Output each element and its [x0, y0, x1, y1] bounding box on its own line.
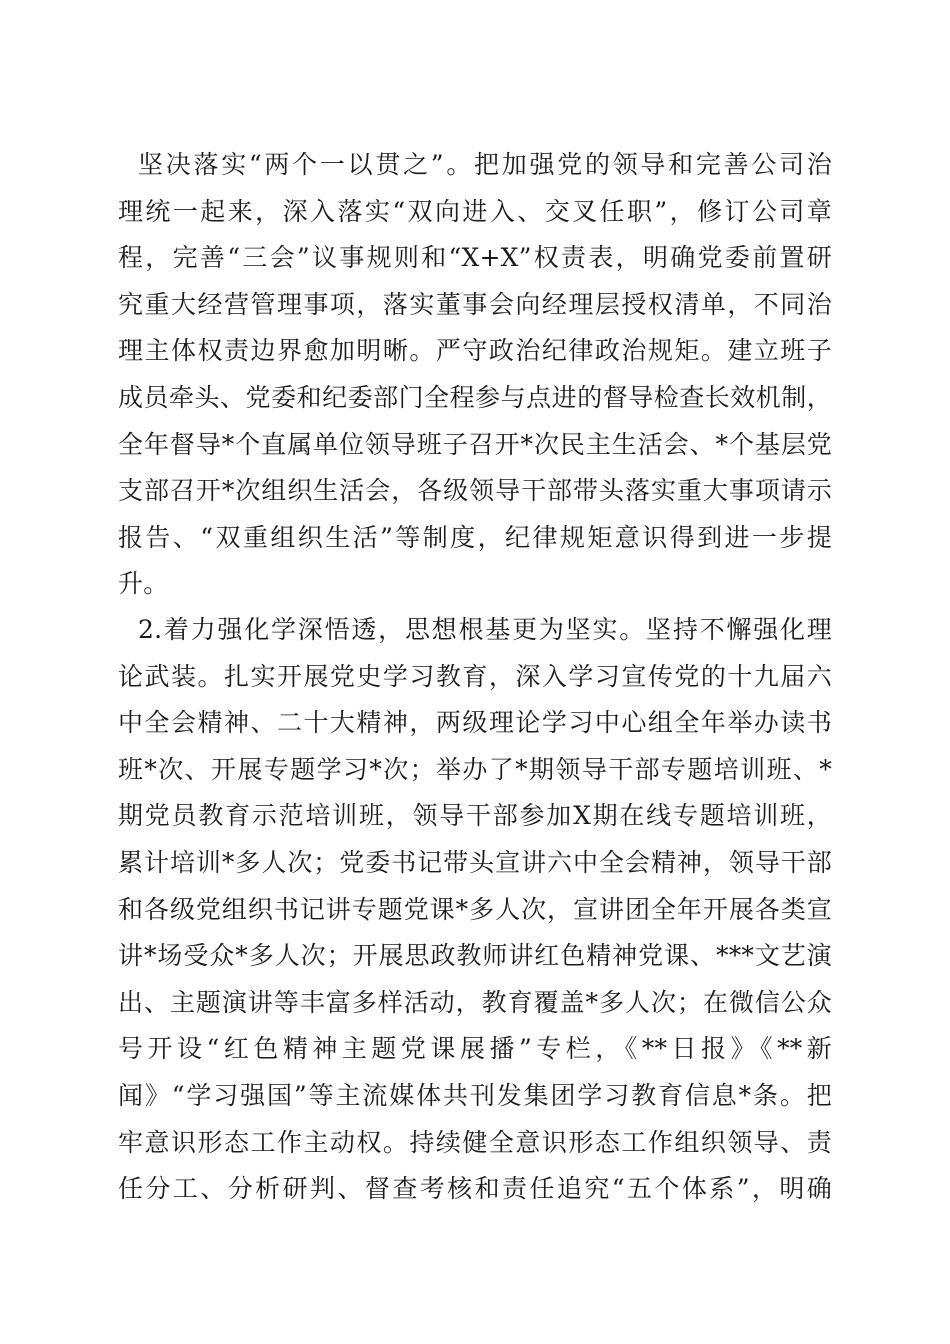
text-line: 2.着力强化学深悟透，思想根基更为坚实。坚持不懈强化理 — [138, 615, 832, 644]
text-line: 中全会精神、二十大精神，两级理论学习中心组全年举办读书 — [118, 708, 832, 738]
text-line: 报告、“双重组织生活”等制度，纪律规矩意识得到进一步提 — [118, 522, 832, 552]
text-line: 班*次、开展专题学习*次；举办了*期领导干部专题培训班、* — [118, 754, 832, 784]
text-line: 支部召开*次组织生活会，各级领导干部带头落实重大事项请示 — [118, 476, 832, 506]
text-line: 闻》“学习强国”等主流媒体共刊发集团学习教育信息*条。把 — [118, 1080, 832, 1110]
text-line: 和各级党组织书记讲专题党课*多人次，宣讲团全年开展各类宣 — [118, 894, 832, 924]
text-line: 理主体权责边界愈加明晰。严守政治纪律政治规矩。建立班子 — [118, 336, 832, 366]
text-line: 全年督导*个直属单位领导班子召开*次民主生活会、*个基层党 — [118, 429, 832, 459]
paragraph-2 — [118, 607, 832, 1213]
text-line: 成员牵头、党委和纪委部门全程参与点进的督导检查长效机制， — [118, 382, 832, 412]
text-line: 任分工、分析研判、督查考核和责任追究“五个体系”，明确 — [118, 1174, 832, 1204]
text-line: 坚决落实“两个一以贯之”。把加强党的领导和完善公司治 — [138, 150, 832, 179]
text-line: 期党员教育示范培训班，领导干部参加X期在线专题培训班， — [118, 801, 832, 831]
text-line: 究重大经营管理事项，落实董事会向经理层授权清单，不同治 — [118, 289, 832, 319]
text-line: 升。 — [118, 569, 169, 599]
text-line: 号开设“红色精神主题党课展播”专栏，《**日报》《**新 — [118, 1034, 832, 1064]
text-line: 讲*场受众*多人次；开展思政教师讲红色精神党课、***文艺演 — [118, 941, 832, 971]
text-line: 程，完善“三会”议事规则和“X+X”权责表，明确党委前置研 — [118, 243, 832, 273]
text-line: 牢意识形态工作主动权。持续健全意识形态工作组织领导、责 — [118, 1127, 832, 1157]
text-line: 累计培训*多人次；党委书记带头宣讲六中全会精神，领导干部 — [118, 847, 832, 877]
paragraph-1 — [118, 142, 832, 608]
text-line: 理统一起来，深入落实“双向进入、交叉任职”，修订公司章 — [118, 196, 832, 226]
text-line: 出、主题演讲等丰富多样活动，教育覆盖*多人次；在微信公众 — [118, 987, 832, 1017]
text-line: 论武装。扎实开展党史学习教育，深入学习宣传党的十九届六 — [118, 661, 832, 691]
